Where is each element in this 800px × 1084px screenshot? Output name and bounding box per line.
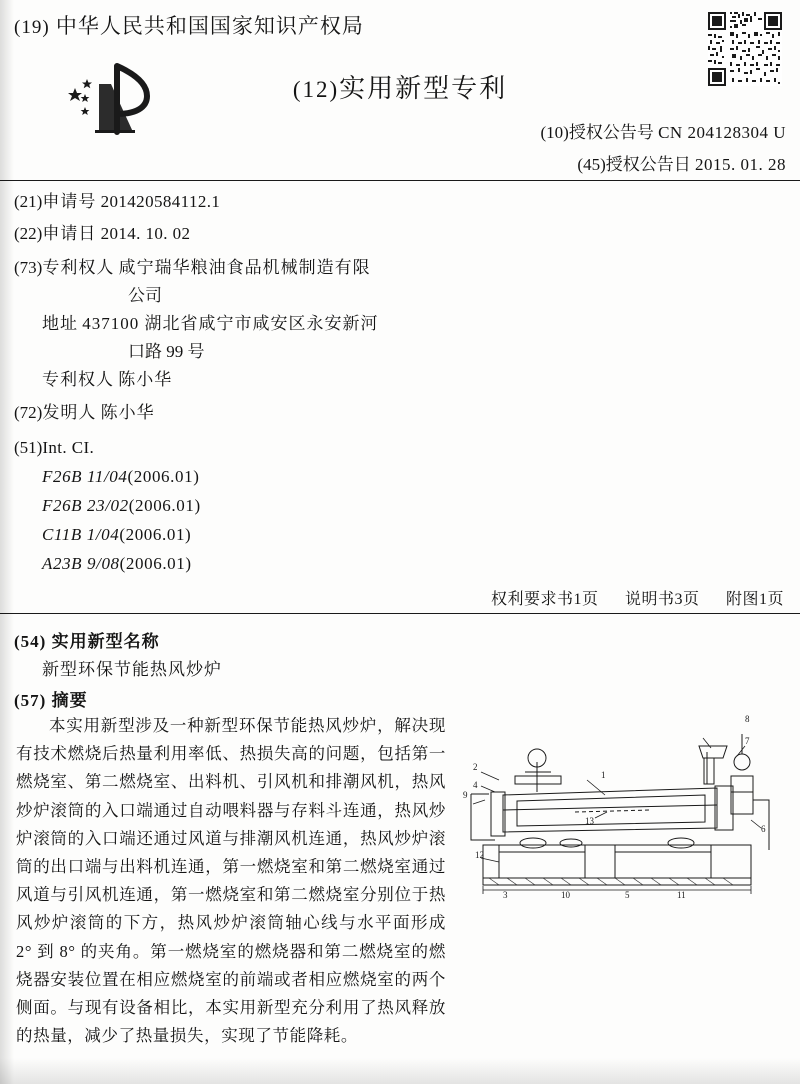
publication-date-value: 2015. 01. 28 — [695, 155, 786, 174]
ipc-entry — [42, 554, 192, 574]
patentee-label: 专利权人 — [42, 258, 115, 277]
patentee-code: (73) — [14, 258, 43, 277]
figure-ref-12: 12 — [475, 850, 484, 860]
abstract-text: 本实用新型涉及一种新型环保节能热风炒炉，解决现有技术燃烧后热量利用率低、热损失高的问题，包括第一燃烧室、第二燃烧室、出料机、引风机和排潮风机，热风炒炉滚筒的入口端通过自动喂料器与存料斗连通，热风炒炉滚筒的入口端还通过风道与排潮风机连通，热风炒炉滚筒的出口端与出料机连通，第一燃烧室和第二燃烧室通过风道与引风机连通，第一燃烧室和第二燃烧室分别位于热风炒炉滚筒的下方，热风炒炉滚筒轴心线与水平面形成 2° 到 8° 的夹角。第一燃烧室的燃烧器和第二燃烧室的燃烧器安装位置在相应燃烧室的前端或者相应燃烧室的两个侧面。与现有设备相比，本实用新型充分利用了热风释放的热量，减少了热量损失，实现了节能降耗。 — [16, 716, 446, 1046]
ipc-symbol: A23B 9/08 — [42, 554, 120, 573]
ipc-entry — [42, 525, 191, 545]
abstract-field — [14, 686, 88, 711]
application-number-value: 201420584112.1 — [100, 192, 221, 211]
ipc-version: (2006.01) — [127, 467, 200, 486]
publication-number-label: 授权公告号 — [568, 123, 654, 142]
application-date-code: (22) — [14, 224, 43, 243]
scan-shadow-bottom — [0, 1058, 800, 1084]
inventor-label: 发明人 — [42, 403, 97, 422]
ipc-label: Int. CI. — [42, 438, 95, 457]
patentee2-value: 陈小华 — [118, 370, 173, 389]
figure-ref-5: 5 — [625, 890, 630, 900]
figure-ref-1: 1 — [601, 770, 606, 780]
address-value-line2: 口路 99 号 — [128, 342, 205, 361]
invention-title-code: (54) — [14, 632, 47, 651]
address-field — [42, 311, 379, 336]
document-kind-text: 实用新型专利 — [339, 74, 508, 103]
figure-ref-4: 4 — [473, 780, 478, 790]
figure-ref-6: 6 — [761, 824, 766, 834]
abstract-code: (57) — [14, 691, 47, 710]
patentee-field — [14, 255, 371, 280]
ipc-symbol: C11B 1/04 — [42, 525, 120, 544]
ipc-entry — [42, 467, 199, 487]
invention-title-value: 新型环保节能热风炒炉 — [42, 660, 222, 679]
application-number-code: (21) — [14, 192, 43, 211]
abstract-figure — [455, 700, 785, 915]
abstract-label: 摘要 — [51, 691, 88, 710]
divider-top — [0, 180, 800, 181]
ipc-entry — [42, 496, 201, 516]
ipc-field — [14, 435, 94, 460]
address-label: 地址 — [42, 314, 78, 333]
figure-ref-13: 13 — [585, 816, 594, 826]
patentee-value-line2: 公司 — [128, 286, 162, 305]
ipc-symbol: F26B 23/02 — [42, 496, 129, 515]
description-page-count: 说明书3页 — [624, 591, 700, 608]
figure-ref-7: 7 — [745, 736, 750, 746]
publication-number-code: (10) — [540, 123, 569, 142]
invention-title-field — [14, 627, 160, 652]
office-line — [14, 10, 364, 40]
ipc-version: (2006.01) — [119, 554, 192, 573]
invention-title-label: 实用新型名称 — [51, 632, 160, 651]
patentee-value: 咸宁瑞华粮油食品机械制造有限 — [118, 258, 371, 277]
ipc-version: (2006.01) — [119, 525, 192, 544]
figure-ref-10: 10 — [561, 890, 570, 900]
application-number-field — [14, 189, 220, 214]
figure-ref-11: 11 — [677, 890, 686, 900]
address-value: 437100 湖北省咸宁市咸安区永安新河 — [82, 314, 379, 333]
scan-shadow-left — [0, 0, 14, 1084]
patentee2-label: 专利权人 — [42, 370, 114, 389]
figure-ref-2: 2 — [473, 762, 478, 772]
figure-ref-3: 3 — [503, 890, 508, 900]
publication-date-code: (45) — [577, 155, 606, 174]
drawings-page-count: 附图1页 — [725, 591, 784, 608]
ipc-code: (51) — [14, 438, 43, 457]
publication-number-value: CN 204128304 U — [658, 123, 786, 142]
publication-number — [541, 118, 786, 143]
divider-middle — [0, 613, 800, 614]
page-counts — [491, 586, 784, 609]
publication-date — [577, 150, 786, 175]
application-number-label: 申请号 — [42, 192, 97, 211]
document-kind-code: (12) — [292, 77, 340, 102]
application-date-field — [14, 221, 190, 246]
inventor-value: 陈小华 — [100, 403, 155, 422]
application-date-value: 2014. 10. 02 — [100, 224, 191, 243]
inventor-field — [14, 400, 155, 425]
figure-ref-9: 9 — [463, 790, 468, 800]
claims-page-count: 权利要求书1页 — [490, 591, 599, 608]
inventor-code: (72) — [14, 403, 43, 422]
office-name: 中华人民共和国国家知识产权局 — [55, 14, 364, 38]
publication-date-label: 授权公告日 — [605, 155, 691, 174]
document-kind-title — [0, 68, 800, 105]
patentee2-field — [42, 367, 172, 392]
ipc-version: (2006.01) — [128, 496, 201, 515]
country-code: (19) — [14, 17, 50, 38]
figure-ref-8: 8 — [745, 714, 750, 724]
ipc-symbol: F26B 11/04 — [42, 467, 128, 486]
application-date-label: 申请日 — [42, 224, 97, 243]
